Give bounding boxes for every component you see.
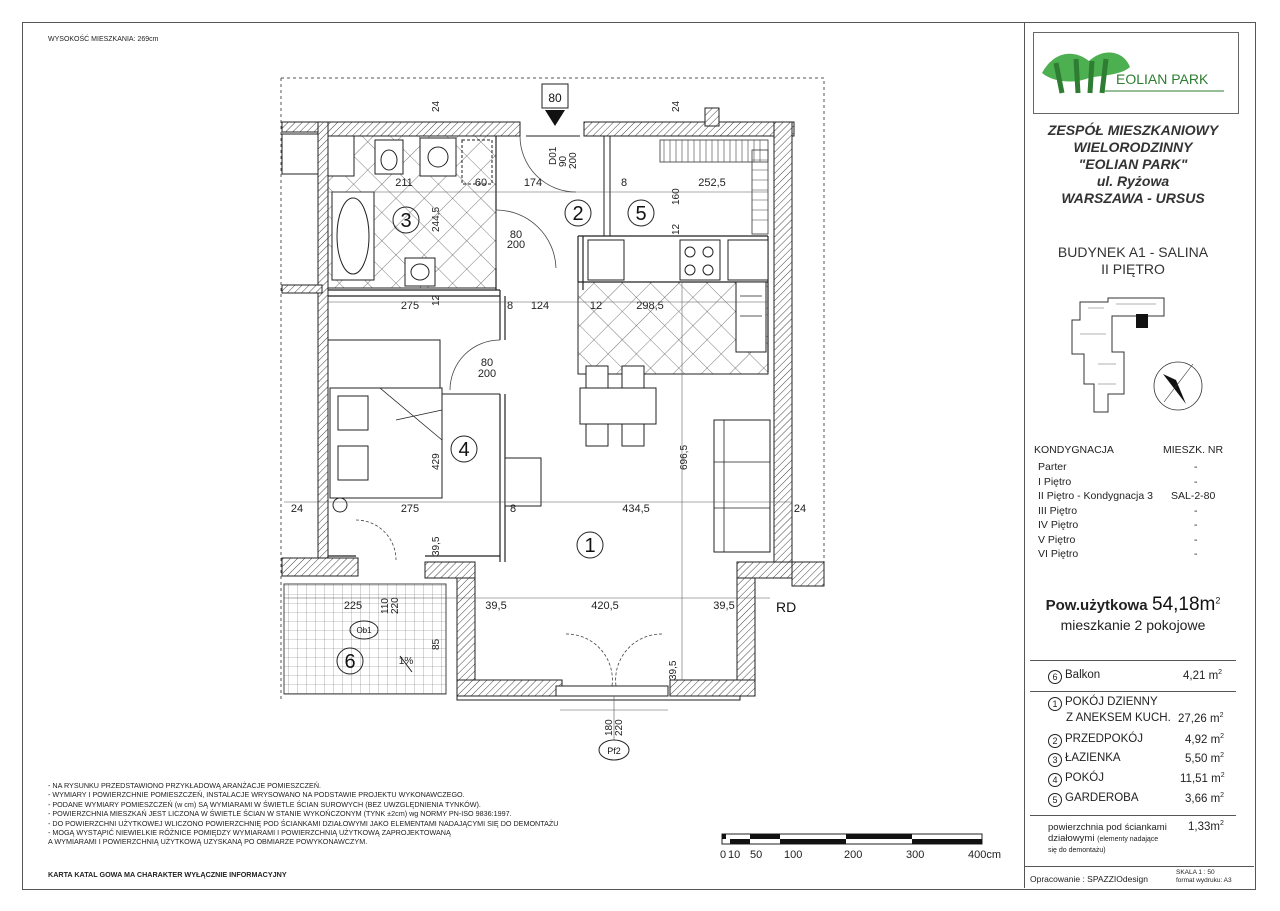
project-line: ZESPÓŁ MIESZKANIOWY [1047,122,1219,138]
room-number-1: 1 [584,535,596,557]
scale-label: 300 [906,849,925,861]
dim: 160 [671,188,682,205]
notes-bottom: KARTA KATAL GOWA MA CHARAKTER WYŁĄCZNIE INFORMACYJNY [48,870,287,879]
text-label: POKÓJ DZIENNY [1065,696,1158,708]
floor-row-value: - [1194,475,1198,488]
dim: 252,5 [698,177,726,189]
room-number-3: 3 [400,210,412,232]
text-label: ŁAZIENKA [1065,752,1121,764]
divider [1030,660,1236,661]
dim: 8 [509,503,517,515]
note-line: A WYMIARAMI I POWIERZCHNIĄ UŻYTKOWĄ UZYSKANĄ PO OBMIARZE POWYKONAWCZYM. [48,837,368,847]
dim: 24 [793,503,807,515]
apartment-number: 80 [548,91,562,105]
scale-label: 100 [784,849,803,861]
partition-value: 1,33m [1188,820,1220,833]
logo-text: EOLIAN PARK [1116,71,1209,87]
text-label: 2 [1218,669,1223,676]
room-number-2: 2 [572,203,584,225]
dim: 434,5 [622,503,650,515]
room-row-living-2: Z ANEKSEM KUCH. [1066,712,1171,724]
dim: 174 [523,177,543,189]
floor-row-name: II Piętro - Kondygnacja 3 [1038,490,1153,502]
room-area: 4,92 m [1185,733,1221,746]
dim: 180 [604,719,615,736]
room-row-wardrobe [1048,792,1139,807]
floor-row-name: I Piętro [1038,475,1072,488]
room-row-bathroom [1048,752,1121,767]
room-row-living [1048,696,1158,711]
text-label: 2 [1219,820,1224,827]
dim: 696,5 [679,444,690,470]
rd-label: RD [776,599,797,615]
area-value: 54,18m [1152,594,1216,615]
floor-row-name: IV Piętro [1038,519,1079,531]
dim: 24 [431,100,442,112]
floor-row-value: - [1194,519,1198,531]
room-num-badge: 6 [1048,670,1062,684]
floor-row-value: - [1194,461,1198,473]
floors-header-right: MIESZK. NR [1163,444,1224,456]
dim: 298,5 [636,300,664,312]
scale-bar [718,828,1002,862]
text-label: (elementy nadające [1097,836,1159,843]
room-number-6: 6 [344,651,356,673]
scale-label: 10 [728,849,741,861]
text-label: PRZEDPOKÓJ [1065,733,1143,745]
apartment-type: mieszkanie 2 pokojowe [1060,617,1206,633]
door-label: D01 [548,146,559,165]
dim: 124 [530,300,550,312]
building-name: BUDYNEK A1 - SALINA [1057,244,1209,260]
dim: 12 [671,223,682,235]
room-num-badge: 4 [1048,773,1062,787]
project-line: WIELORODZINNY [1073,139,1193,155]
text-label: GARDEROBA [1065,792,1139,804]
scale-label: 200 [844,849,863,861]
dim: 244,5 [431,206,442,232]
format-text: format wydruku: A3 [1176,877,1232,884]
dim: 275 [400,300,420,312]
scale-label: 400cm [968,849,1002,861]
scale-label: 0 [720,849,727,861]
text-label: 2 [1220,792,1225,799]
logo [1033,32,1239,114]
text-label: POKÓJ [1065,772,1104,784]
note-line: - WYMIARY I POWIERZCHNIE POMIESZCZEŃ, INSTALACJE WRYSOWANO NA PODSTAWIE PROJEKTU WYKONAWCZEGO. [48,790,465,800]
dim: 220 [614,719,625,736]
text-label: 2 [1220,752,1225,759]
area-label: Pow.użytkowa [1045,597,1148,614]
dim: 39,5 [668,660,679,680]
floor-row-name: V Piętro [1038,533,1076,546]
scale-label: 50 [750,849,763,861]
dim: 24 [290,503,304,515]
divider [1030,815,1236,816]
dim: 80 [509,229,523,241]
floors-header-left: KONDYGNACJA [1034,444,1114,456]
dim: 39,5 [713,600,735,612]
note-line: - DO POWIERZCHNI UŻYTKOWEJ WLICZONO POWIERZCHNIĘ POD ŚCIANKAMI DZIAŁOWYMI JAKO ELEMENTAMI NADAJĄCYMI SIĘ DO DEMONTAŻU [48,818,559,828]
key-plan [1068,294,1208,424]
room-num-badge: 3 [1048,753,1062,767]
door-height: 200 [568,152,579,169]
floor-row-name: VI Piętro [1038,548,1079,560]
project-line: WARSZAWA - URSUS [1061,190,1205,206]
floor-row-value: - [1194,504,1198,517]
floor-name: II PIĘTRO [1101,261,1165,277]
dim: 420,5 [591,600,619,612]
dim: 8 [620,177,628,189]
dim: 12 [589,300,603,312]
note-line: - NA RYSUNKU PRZEDSTAWIONO PRZYKŁADOWĄ ARANŻACJE POMIESZCZEŃ. [48,781,322,790]
dim: 200 [477,368,497,380]
project-line: "EOLIAN PARK" [1078,156,1188,172]
dim: 275 [400,503,420,515]
room-number-4: 4 [458,439,470,461]
room-row-hall [1048,733,1143,748]
dim: 60 [474,177,488,189]
dim: 80 [480,357,494,369]
floor-row-value: - [1194,548,1198,560]
room-row-balcony [1048,669,1100,684]
text-label: powierzchnia pod ściankami [1048,822,1167,833]
dim: 12 [431,294,442,306]
note-line: - PODANE WYMIARY POMIESZCZEŃ (w cm) SĄ WYMIARAMI W ŚWIETLE ŚCIAN SUROWYCH (BEZ UWZGLĘDNIENIA TYNKÓW). [48,799,481,809]
dim: 39,5 [431,536,442,556]
room-area: 3,66 m [1185,792,1221,805]
floor-row-name: Parter [1038,461,1067,473]
dim: 85 [431,638,442,650]
note-line: - MOGĄ WYSTĄPIĆ NIEWIELKIE RÓŻNICE POMIĘDZY WYMIARAMI I POWIERZCHNIĄ UŻYTKOWĄ ZAPROJEKTOWANĄ [48,828,451,838]
dim: 110 [380,598,391,614]
room-area: 5,50 m [1185,752,1221,765]
room-area: 27,26 m [1178,712,1220,725]
scale-text: SKALA 1 : 50 [1176,869,1215,876]
window-ob-label: Ob1 [356,626,372,635]
project-line: ul. Ryżowa [1096,173,1170,189]
text-label: Balkon [1065,669,1101,681]
dim: 429 [431,453,442,470]
window-pf-label: Pf2 [607,746,621,756]
room-num-badge: 1 [1048,697,1062,711]
floor-row-value: - [1194,533,1198,546]
divider [1024,866,1254,867]
note-line: - POWIERZCHNIA MIESZKAŃ JEST LICZONA W ŚWIETLE ŚCIAN W STANIE WYKOŃCZONYM (TYNK ±2cm) wg NORMY PN-ISO 9836:1997. [48,809,512,819]
floor-row-value: SAL-2-80 [1171,490,1216,502]
door-width: 90 [558,155,569,167]
room-num-badge: 2 [1048,734,1062,748]
dim: 24 [671,100,682,112]
prepared-by: Opracowanie : SPAZZIOdesign [1030,874,1148,884]
dim: 220 [390,597,401,614]
room-area: 4,21 m [1183,669,1219,682]
dim: 1% [398,656,414,667]
room-num-badge: 5 [1048,793,1062,807]
dim: 200 [506,239,526,251]
height-note: WYSOKOŚĆ MIESZKANIA: 269cm [48,36,159,43]
floor-row-name: III Piętro [1038,504,1078,517]
dim: 39,5 [485,600,507,612]
room-row-bedroom [1048,772,1104,787]
text-label: 2 [1220,733,1225,740]
text-label: działowymi [1048,833,1095,844]
area-sup: 2 [1215,595,1221,606]
text-label: 2 [1220,772,1225,779]
dim: 211 [395,177,413,189]
text-label: 2 [1219,712,1224,719]
dim: 225 [343,600,363,612]
room-number-5: 5 [635,203,647,225]
text-label: się do demontażu) [1048,847,1106,854]
partition-note [1048,822,1167,856]
dim: 8 [506,300,514,312]
divider [1030,691,1236,692]
room-area: 11,51 m [1180,772,1221,785]
